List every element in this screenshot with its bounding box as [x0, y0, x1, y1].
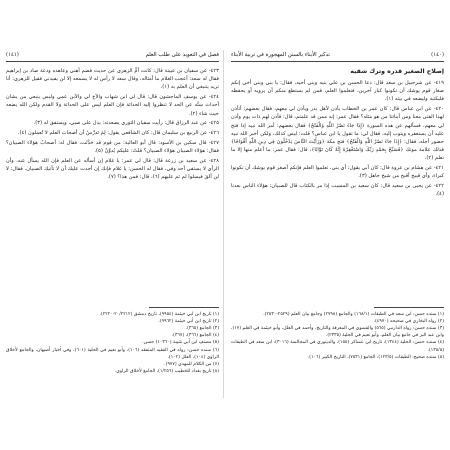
narration-paragraph: ٤٢٢- عن يحيى بن سعيد قال: كان سعيد بن المسيب إذا مر بالكتاب قال للصبيان: هؤلاء الناس بعدنا (٤).	[231, 182, 444, 198]
narration-paragraph: ٤٢٥- عن عبد الرزاق قال: رأيت سفيان الثوري يصعدته: يدل على صبي، ويستفق له (٣).	[33, 120, 219, 127]
footnote-separator	[149, 307, 219, 308]
footnote: (٤) سنده حسن: الحلية (١٣٤٤)، تاريخ ابن عساكر (١٥٥)، والدينوري في المجالسة (٣٠١٦)، ابن سعد في الطبقات (١٣٥/٥).	[231, 340, 444, 353]
section-heading: إصلاح الصغير قدره وترك شقيه	[350, 68, 444, 75]
left-page	[6, 50, 219, 398]
narration-paragraph: ٤١٩- عن شرحبيل بن سعد قال: دعا الحسن بن علي بنيه وبني أخيه، فقال: يا بني وبني أخي إنكم صغار قوم يوشك أن تكونوا كبار آخرين، فتعلموا العلم، فمن لم يستطع منكم أن يرويه أو يحفظه فليكتبه وليضعه في بيته (١).	[231, 80, 444, 103]
footnote: (٥) سنده صحيح: الطبقات (١٢٣/٥)، الجامع (٧٥٣١)، التاريخ الكبير (١٠٦).	[307, 354, 444, 360]
footnotes	[231, 311, 444, 398]
narration-paragraph: ٤٢٨- عن سعيد بن زرعة قال: قال لي عمر: يا غلام إن أسأله عن العلم فإن الله يسأل عنه، وأن الرأي لا يستفي أحد وفي، فقال له الحسن: يا غلام فإنك إن أحدت عليك أن لا تأتيك الصبيان. فقال: لا لن ألقَ فيسلوا لم ثم عليهم (٦)، قال: فمن هذا؟ (٧).	[6, 157, 219, 180]
footnote: (٢) رواه البخاري في صحيحه (٤٩٧٠).	[373, 318, 444, 324]
running-title: فصل في التعويذ على طلب العلم	[145, 52, 219, 58]
footnote: (٣) سنده حسن: رواه الدارمي (٥٦٥) والفسوي في المعرفة والتاريخ، وأحمد في العلل، وأبو خيثمة في العلم (١٧)، وابن عبد البر في جامع بيان العلم، وأبو نعيم في الحلية (٢٣٣٥).	[231, 326, 444, 339]
page-body	[6, 67, 219, 303]
footnote: (٨) تاريخ بغداد للخطيب (١/٢٥٦)، الجامع لأخلاق الراوي.	[114, 369, 219, 375]
narration-paragraph: ٤٢٤- عن يوسف الماجشون قال: قال لي ابن شهاب والأخ لي والأبن عمي وليس ينبعي من يشان أحداث سنَّه عن الحد لا تنظروا إليه الحداثة فإن العلم ليس على الحداثة ولا القدم ولكن الله يضعه حيث شاء (٢).	[6, 94, 219, 117]
book-spread	[6, 50, 444, 398]
right-page	[231, 50, 444, 398]
footnote: (١) تاريخ ابن أبي خيثمة (٩٩٥٤)، تاريخ دمشق (٢٠/٢٢١٢-٢٢٢٠).	[99, 311, 219, 317]
footnotes	[6, 311, 219, 398]
running-title: تذكير الأبناء بالسنن المهجورة في تربية الأبناء	[231, 52, 330, 58]
footnote: (٣) الجامع (٣٦٥).	[185, 326, 219, 331]
page-number: (١٤٠)	[431, 52, 444, 58]
footnote: (٥) مصنف ابن أبي شيبة (١٠٣٦٠) حسن.	[142, 340, 219, 346]
page-number: (١٤١)	[6, 52, 19, 58]
narration-paragraph: ٤٢٦- عن الربيع بن سليمان قال: كان الشافعي يقول: لِمَ تَدرَّسُ أن أصحابَ العلم لا تُعملون (٤).	[17, 129, 219, 136]
narration-paragraph: ٤٢٣- عن سفيان بن عيينة قال: كانت أمُّ الزهري عن حديث فضم أهني وعاهده ودعة صاد بن إبراهيم فقال له سعد: أعجب الغلام ما أمثاله، وقال سعد لا رأس له لا يسمعه إلا لن يفيدني فقيل للزهري: أنا تريد يتنبغي أن العلم به (١).	[6, 68, 219, 91]
page-gutter	[223, 50, 224, 398]
narration-paragraph: ٤٢٠- عن ابن عباس قال: كان عمر بن الخطاب يأذن لأهل بدر ويأذن لي معهم، فقال بعضهم: أتأذن لهذا الفتى معنا ومن أبنائنا من هو مثله؟ فقال عمر: إنه ممن قد علمتم، قال: فأذن لهم ذات يوم وأذن لي معهم، فسألهم عن هذه السورة ﴿إِذَا جَاءَ نَصْرُ اللَّهِ وَالْفَتْحُ﴾ فقال بعضهم: أمر الله نبيه إذا فتح عليه أن يستغفره ويتوب إليه، فقال لي: ما تقول يا ابن عباس؟ قلت: ليس كذلك، ولكن أخبر الله نبيه حضور أجله، فقال: ﴿إِذَا جَاءَ نَصْرُ اللَّهِ وَالْفَتْحُ﴾ فتح مكة ﴿وَرَأَيْتَ النَّاسَ يَدْخُلُونَ فِي دِينِ اللَّهِ أَفْوَاجًا﴾ فذلك علامة موتك ﴿فَسَبِّحْ بِحَمْدِ رَبِّكَ وَاسْتَغْفِرْهُ إِنَّهُ كَانَ تَوَّابًا﴾، قال: فقال عمر: ما أعلم منها إلا ما تعلم (٢).	[231, 106, 444, 162]
footnote: (٢) تاريخ ابن أبي خيثمة (٩٩٦٢).	[158, 318, 219, 324]
footnote-separator	[374, 307, 444, 308]
page-header	[231, 50, 444, 62]
footnote: (١) سنده حسن: ابن سعد في الطبقات (١٦٨/١) والجامع (٢٧٩٨) وجامع بيان العلم (٢٥٢٩-٢٥٣٠).	[263, 311, 444, 317]
footnote: (٤) الجامع (٣٦٦)، (٣٦٧).	[171, 333, 219, 339]
footnote: (٧) من الكلام للمهدي (٩٧٧).	[164, 362, 219, 368]
page-body	[231, 67, 444, 303]
footnote: (٦) سنده حسن: رواه في الفقيه المتفقه (١٠٦)، وأبو نعيم في الحلية (٦٠١)، وفي أخبار أصبهان، والجامع لأخلاق الراوي (١٠٤)، العلل (١٠٢).	[6, 347, 219, 360]
narration-paragraph: ٤٢٧- قال سكين بن الأسود: قال أبو العالية: من قوم قد حَدَّثَت، فقال له: أصحابُ هؤلاء الصبيان؟ فقال: هؤلاء الصبيان هؤلاء الصبيان؟ قلتُ: عليكم يُدوِّنُ (٥).	[6, 139, 219, 154]
narration-paragraph: ٤٢١- عن هشام بن عروة قال: كان أبي يقول: أي بني، تعلموا العلم فإنكم أصغر قوم يوشك أن تكونوا كبراء، وأي قبيح أقبح من شيخ جاهل (٣).	[231, 165, 444, 180]
page-header	[6, 50, 219, 62]
